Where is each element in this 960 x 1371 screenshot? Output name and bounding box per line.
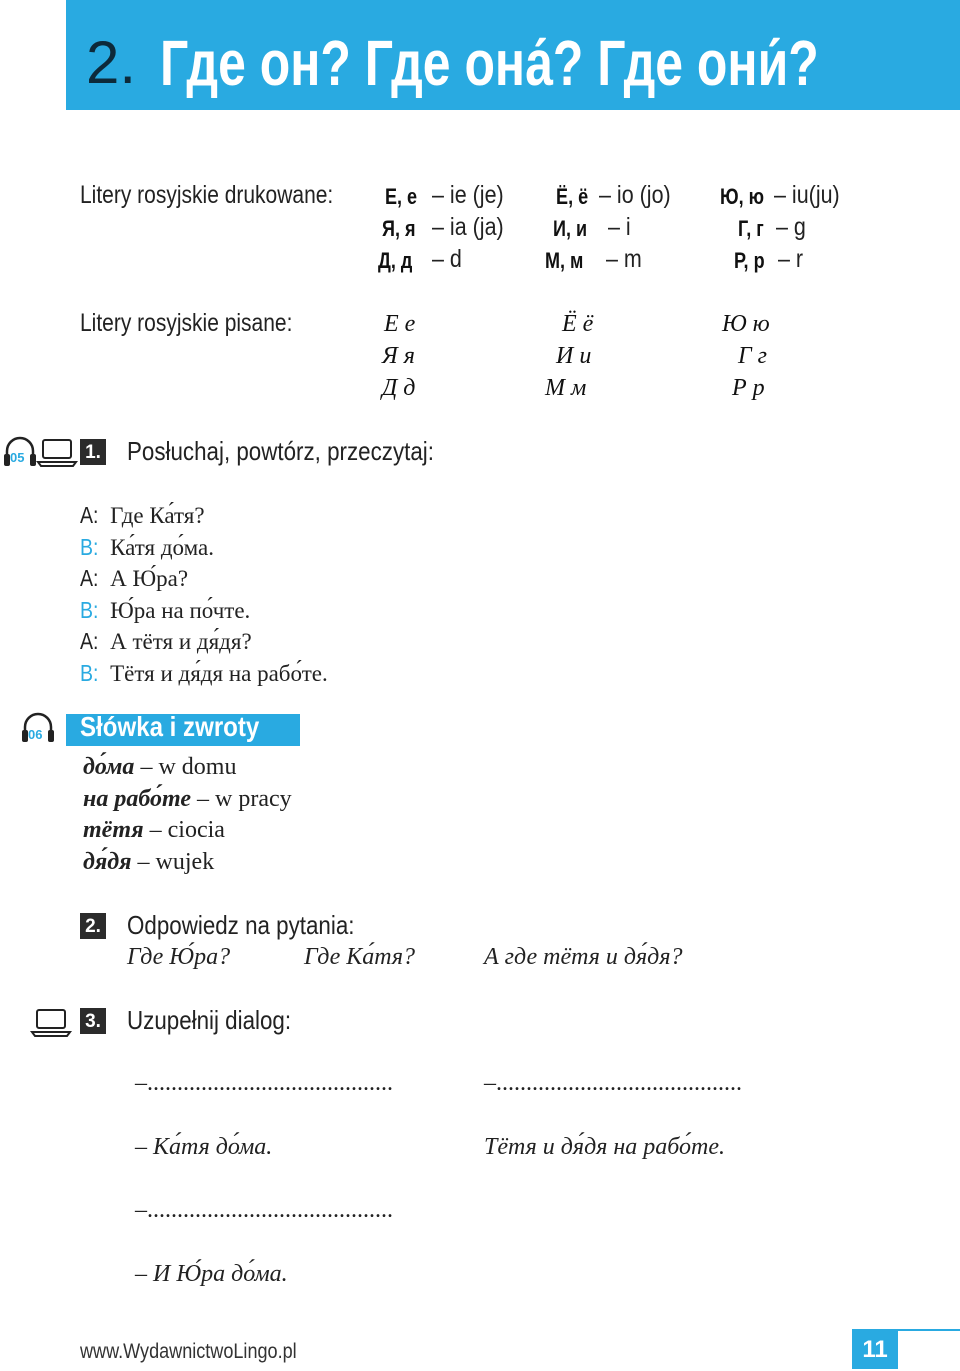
letter-pair: Р, р bbox=[734, 248, 765, 273]
letter-pair: И, и bbox=[553, 216, 588, 241]
exercise-3-instruction: Uzupełnij dialog: bbox=[127, 1005, 292, 1035]
dialogue-reply: – Ка́тя до́ма. bbox=[135, 1134, 273, 1160]
letter-sound: – io (jo) bbox=[599, 181, 671, 209]
letter-pair: Ю, ю bbox=[720, 184, 765, 209]
letter-sound: – ie (je) bbox=[432, 181, 504, 209]
question: Где Ка́тя? bbox=[304, 944, 416, 970]
letter-sound: – g bbox=[776, 213, 806, 241]
letter-sound: – r bbox=[778, 245, 804, 273]
question: Где Ю́ра? bbox=[127, 944, 231, 970]
printed-letters-label: Litery rosyjskie drukowane: bbox=[80, 181, 334, 209]
exercise-number-1: 1. bbox=[80, 439, 106, 465]
dialogue-line: B: Ка́тя до́ма. bbox=[80, 534, 214, 560]
letter-sound: – m bbox=[606, 245, 642, 273]
answer-blank[interactable]: –......................................... bbox=[135, 1197, 393, 1223]
script-letter: М м bbox=[545, 375, 587, 401]
letter-pair: Г, г bbox=[738, 216, 764, 241]
script-letter: И и bbox=[556, 343, 592, 369]
dialogue-reply: Тётя и дя́дя на рабо́те. bbox=[484, 1134, 726, 1160]
letter-sound: – d bbox=[432, 245, 462, 273]
question: А где тётя и дя́дя? bbox=[484, 944, 683, 970]
script-letters-label: Litery rosyjskie pisane: bbox=[80, 309, 293, 337]
vocab-title: Słówka i zwroty bbox=[80, 711, 260, 742]
chapter-title: Где он? Где она́? Где они́? bbox=[160, 27, 819, 99]
laptop-icon bbox=[30, 1008, 72, 1038]
script-letter: Я я bbox=[382, 343, 415, 369]
dialogue-line: A: А Ю́ра? bbox=[80, 565, 189, 591]
script-letter: Д д bbox=[382, 375, 416, 401]
script-letter: Ё ё bbox=[562, 311, 594, 337]
vocab-item: до́ма – w domu bbox=[83, 754, 237, 780]
audio-track-number: 06 bbox=[28, 727, 43, 742]
dialogue-line: A: Где Ка́тя? bbox=[80, 502, 205, 528]
script-letter: Ю ю bbox=[722, 311, 770, 337]
laptop-icon bbox=[36, 438, 78, 468]
publisher-url[interactable]: www.WydawnictwoLingo.pl bbox=[80, 1340, 297, 1363]
answer-blank[interactable]: –......................................... bbox=[135, 1070, 393, 1096]
letter-pair: Ё, ё bbox=[556, 184, 589, 209]
letter-pair: М, м bbox=[545, 248, 584, 273]
letter-sound: – iu(ju) bbox=[774, 181, 840, 209]
page-number: 11 bbox=[852, 1331, 898, 1369]
vocab-item: на рабо́те – w pracy bbox=[83, 786, 292, 812]
exercise-number-2: 2. bbox=[80, 913, 106, 939]
chapter-number: 2. bbox=[86, 29, 137, 96]
letter-sound: – i bbox=[608, 213, 631, 241]
vocab-item: тётя – ciocia bbox=[83, 817, 225, 843]
script-letter: Е е bbox=[384, 311, 416, 337]
letter-pair: Е, е bbox=[385, 184, 418, 209]
audio-track-number: 05 bbox=[10, 450, 25, 465]
exercise-number-3: 3. bbox=[80, 1008, 106, 1034]
letter-sound: – ia (ja) bbox=[432, 213, 504, 241]
dialogue-reply: – И Ю́ра до́ма. bbox=[135, 1261, 288, 1287]
dialogue-line: B: Тётя и дя́дя на рабо́те. bbox=[80, 660, 328, 686]
dialogue-line: B: Ю́ра на по́чте. bbox=[80, 597, 251, 623]
script-letter: Р р bbox=[732, 375, 765, 401]
letter-pair: Д, д bbox=[378, 248, 413, 273]
script-letter: Г г bbox=[738, 343, 768, 369]
letter-pair: Я, я bbox=[382, 216, 416, 241]
dialogue-line: A: А тётя и дя́дя? bbox=[80, 628, 252, 654]
vocab-item: дя́дя – wujek bbox=[83, 849, 215, 875]
exercise-1-instruction: Posłuchaj, powtórz, przeczytaj: bbox=[127, 436, 434, 466]
exercise-2-instruction: Odpowiedz na pytania: bbox=[127, 910, 355, 940]
answer-blank[interactable]: –......................................... bbox=[484, 1070, 742, 1096]
